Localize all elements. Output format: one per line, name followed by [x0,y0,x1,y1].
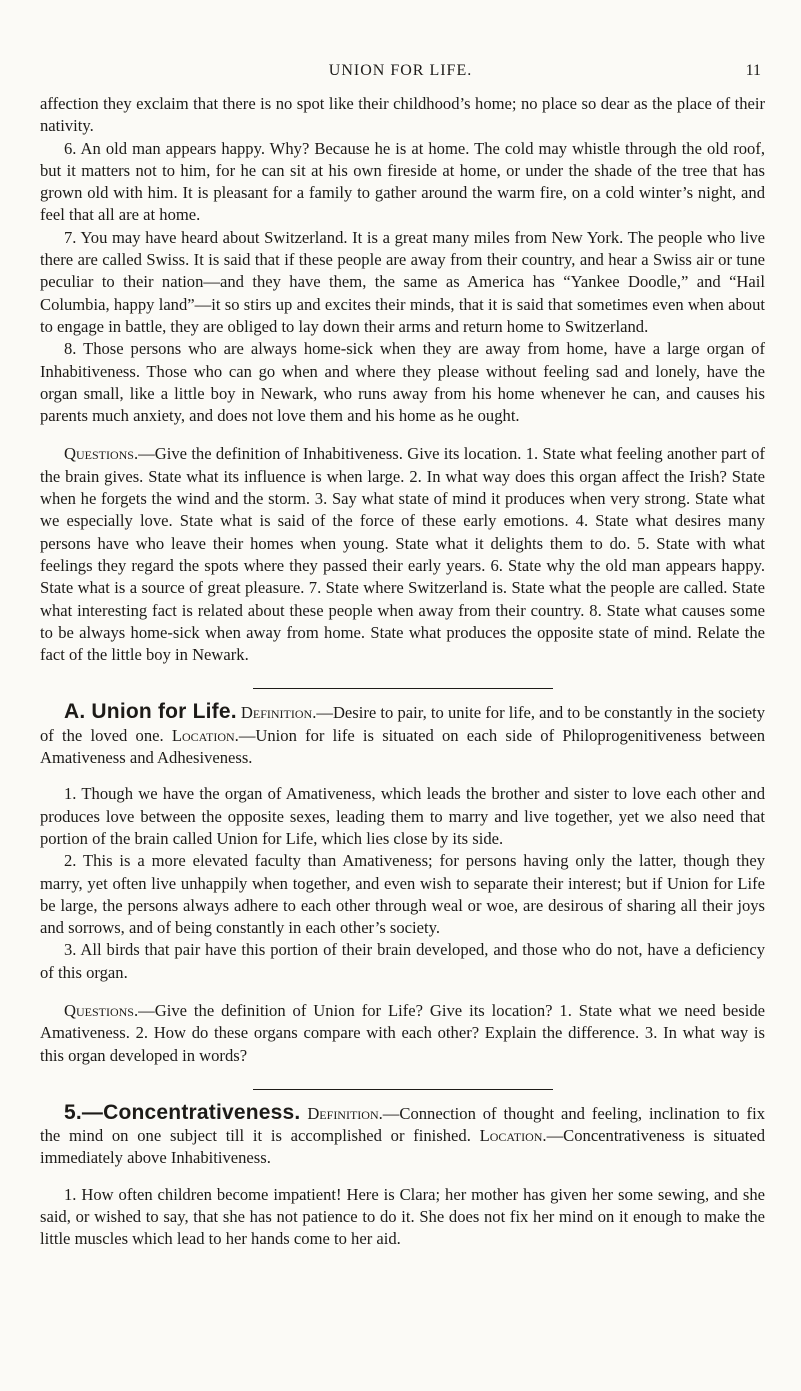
body-text [40,93,765,1251]
union-for-life-intro [40,701,765,769]
paragraph-8: 8. Those persons who are always home-sick when they are away from home, have a large organ of Inhabitiveness. Those who can go when and where they please without feeling sad and lonely, have the organ small, like a little boy in Newark, who runs away from his home whenever he can, and causes his parents much anxiety, and does not love them and his home as he ought. [40,339,765,426]
section-heading-concentrativeness: 5.—Concentrativeness. [64,1100,301,1124]
definition-label: Definition. [240,703,317,723]
paragraph-7: 7. You may have heard about Switzerland. It is a great many miles from New York. The people who live there are called Swiss. It is said that if these people are away from their country, and hear a Swiss air or tune peculiar to their nation—and they have them, the same as America has “Yankee Doodle,” and “Hail Columbia, happy land”—it so stirs up and excites their minds, that it is said that sometimes even when about to engage in battle, they are obliged to lay down their arms and return home to Switzerland. [40,227,765,336]
running-title: UNION FOR LIFE. [328,62,473,79]
definition-label: Definition. [307,1103,383,1123]
questions-text: —Give the definition of Inhabitiveness. Give its location. 1. State what feeling another part of the brain gives. State what its influence is when large. 2. In what way does this organ affect the Irish? State when he forgets the wind and the storm. 3. Say what state of mind it produces when very strong. State what we especially love. State what is said of the force of these early emotions. 4. State what desires many persons have who leave their homes when young. State what it delights them to do. 5. State with what feelings they regard the spots where they passed their early years. 6. State why the old man appears happy. State what is a source of great pleasure. 7. State where Switzerland is. State what the people are called. State what interesting fact is related about these people when away from their country. 8. State what causes some to be always home-sick when away from home. State what produces the opposite state of mind. Relate the fact of the little boy in Newark. [40,444,765,665]
section-divider [253,1089,553,1090]
concentrativeness-intro [40,1102,765,1170]
questions-inhabitiveness [40,443,765,666]
questions-text: —Give the definition of Union for Life? Give its location? 1. State what we need beside Amativeness. 2. How do these organs compare with each other? Explain the difference. 3. In what way is this organ developed in words? [40,1000,765,1065]
questions-label: Questions. [64,1000,139,1020]
running-head [40,62,761,84]
section-heading-union-for-life: A. Union for Life. [64,700,237,724]
questions-label: Questions. [64,444,139,464]
location-label: Location. [479,1126,547,1146]
union-paragraph-1: 1. Though we have the organ of Amativeness, which leads the brother and sister to love each other and produces love between the opposite sexes, leading them to marry and live together, yet we also need that portion of the brain called Union for Life, which lies close by its side. [40,784,765,848]
paragraph-6: 6. An old man appears happy. Why? Because he is at home. The cold may whistle through the old roof, but it matters not to him, for he can sit at his own fireside at home, or under the shade of the tree that has grown old with him. It is pleasant for a family to gather around the warm fire, on a cold winter’s night, and feel that all are at home. [40,138,765,225]
section-divider [253,688,553,689]
page-number: 11 [745,62,761,79]
definition-text: —Desire to pair, to unite for life, and to be constantly in the society of the loved one. [40,703,765,745]
union-paragraph-2: 2. This is a more elevated faculty than Amativeness; for persons having only the latter, though they marry, yet often live unhappily when together, and even wish to separate their interest; but if Union for Life be large, the persons always adhere to each other through weal or woe, are desirous of sharing all their joys and sorrows, and of being constantly in each other’s society. [40,851,765,938]
location-text: —Concentrativeness is situated immediately above Inhabitiveness. [40,1126,765,1168]
union-paragraph-3: 3. All birds that pair have this portion of their brain developed, and those who do not, have a deficiency of this organ. [40,940,765,982]
definition-text: —Connection of thought and feeling, inclination to fix the mind on one subject till it is accomplished or finished. [40,1103,765,1146]
paragraph-continued: affection they exclaim that there is no spot like their childhood’s home; no place so dear as the place of their nativity. [40,94,765,136]
location-label: Location. [171,725,239,745]
concentrativeness-paragraph-1: 1. How often children become impatient! Here is Clara; her mother has given her some sewing, and she said, or wished to say, that she has not patience to do it. She does not fix her mind on it enough to make the little muscles which lead to her hands come to her aid. [40,1184,765,1249]
questions-union-for-life [40,1000,765,1067]
location-text: —Union for life is situated on each side of Philoprogenitiveness between Amativeness and Adhesiveness. [40,725,765,768]
